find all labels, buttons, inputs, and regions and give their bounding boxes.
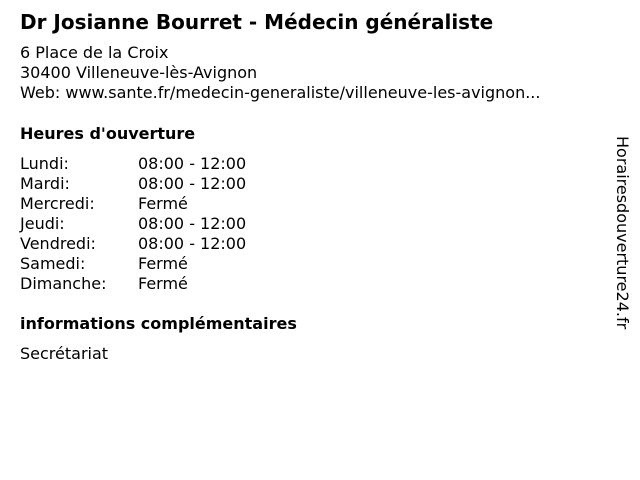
opening-hours-table — [20, 154, 246, 294]
time-value: Fermé — [138, 274, 188, 293]
time-value: 08:00 - 12:00 — [138, 234, 247, 253]
hours-row-tuesday — [20, 174, 246, 194]
address-street: 6 Place de la Croix — [20, 43, 169, 62]
hours-row-monday — [20, 154, 246, 174]
day-label: Mardi: — [20, 174, 70, 193]
day-label: Mercredi: — [20, 194, 95, 213]
hours-row-sunday — [20, 274, 246, 294]
day-label: Lundi: — [20, 154, 69, 173]
time-value: 08:00 - 12:00 — [138, 214, 247, 233]
info-text: Secrétariat — [20, 344, 109, 363]
info-heading: informations complémentaires — [20, 314, 297, 333]
hours-heading: Heures d'ouverture — [20, 124, 196, 143]
site-watermark: Horairesdouverture24.fr — [613, 136, 632, 330]
time-value: 08:00 - 12:00 — [138, 154, 247, 173]
hours-row-friday — [20, 234, 246, 254]
address-city: 30400 Villeneuve-lès-Avignon — [20, 63, 258, 82]
day-label: Vendredi: — [20, 234, 96, 253]
page-title: Dr Josianne Bourret - Médecin généraliste — [20, 10, 494, 34]
time-value: Fermé — [138, 194, 188, 213]
hours-row-wednesday — [20, 194, 246, 214]
hours-row-thursday — [20, 214, 246, 234]
hours-row-saturday — [20, 254, 246, 274]
day-label: Samedi: — [20, 254, 86, 273]
address-web: Web: www.sante.fr/medecin-generaliste/villeneuve-les-avignon... — [20, 83, 541, 102]
day-label: Dimanche: — [20, 274, 107, 293]
time-value: 08:00 - 12:00 — [138, 174, 247, 193]
address-block — [20, 43, 540, 103]
time-value: Fermé — [138, 254, 188, 273]
day-label: Jeudi: — [20, 214, 65, 233]
